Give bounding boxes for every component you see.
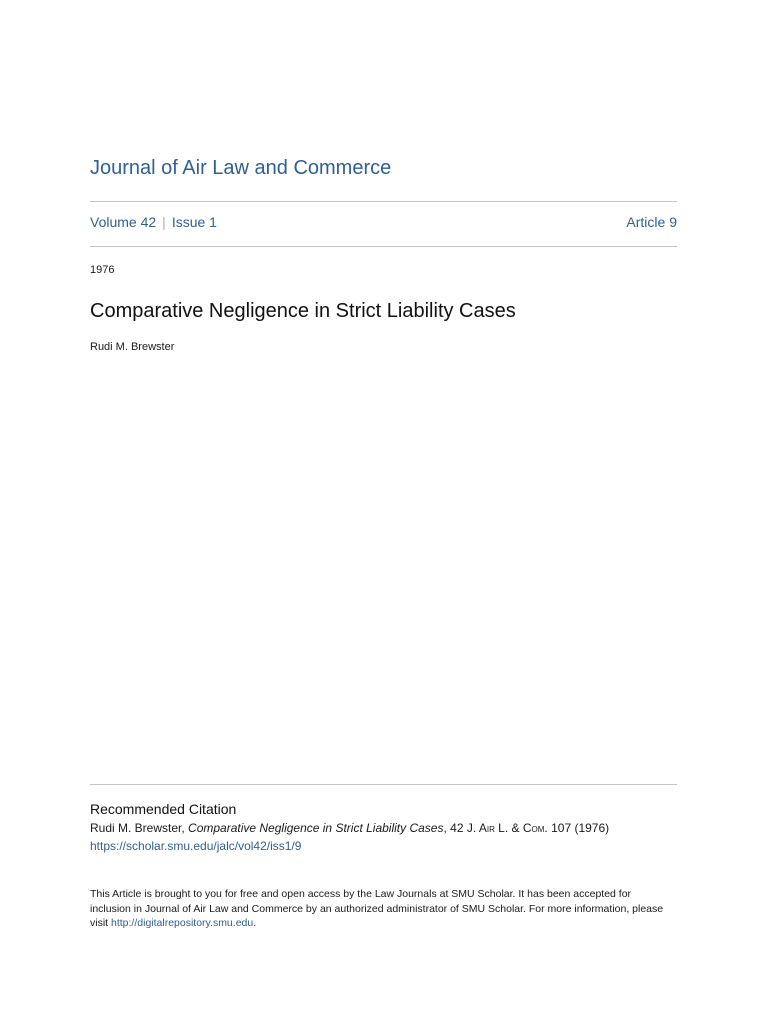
notice-text: This Article is brought to you for free and open access by the Law Journals at SMU Scholar. It has been accepted for inclusion in Journal of Air Law and Commerce by an authorized administrator of SMU Scholar. For more information, please visit — [90, 888, 664, 929]
citation-journal-mid: L. & C — [494, 821, 532, 835]
article-number-link[interactable]: Article 9 — [626, 214, 677, 230]
repository-link[interactable]: http://digitalrepository.smu.edu — [111, 917, 254, 929]
article-author: Rudi M. Brewster — [90, 341, 175, 353]
citation-text — [90, 821, 609, 835]
publication-year: 1976 — [90, 264, 115, 276]
volume-issue-group — [90, 214, 217, 230]
notice-end: . — [253, 917, 257, 929]
citation-com-smallcaps: om — [531, 821, 545, 835]
citation-suffix: . 107 (1976) — [544, 821, 610, 835]
top-divider — [90, 201, 677, 202]
volume-link[interactable]: Volume 42 — [90, 214, 157, 230]
issue-row — [90, 214, 677, 232]
citation-title: Comparative Negligence in Strict Liability Cases — [188, 821, 444, 835]
issue-link[interactable]: Issue 1 — [171, 214, 217, 230]
citation-url-link[interactable]: https://scholar.smu.edu/jalc/vol42/iss1/9 — [90, 839, 302, 853]
citation-author: Rudi M. Brewster, — [90, 821, 189, 835]
article-title: Comparative Negligence in Strict Liability Cases — [90, 300, 516, 322]
issue-separator: | — [162, 214, 166, 230]
open-access-notice — [90, 887, 670, 931]
issue-divider — [90, 246, 677, 247]
citation-journal-prefix: , 42 J. A — [443, 821, 487, 835]
journal-title-link[interactable]: Journal of Air Law and Commerce — [90, 157, 392, 179]
recommended-citation-heading: Recommended Citation — [90, 801, 237, 817]
citation-air-smallcaps: ir — [486, 821, 495, 835]
citation-divider — [90, 784, 677, 785]
